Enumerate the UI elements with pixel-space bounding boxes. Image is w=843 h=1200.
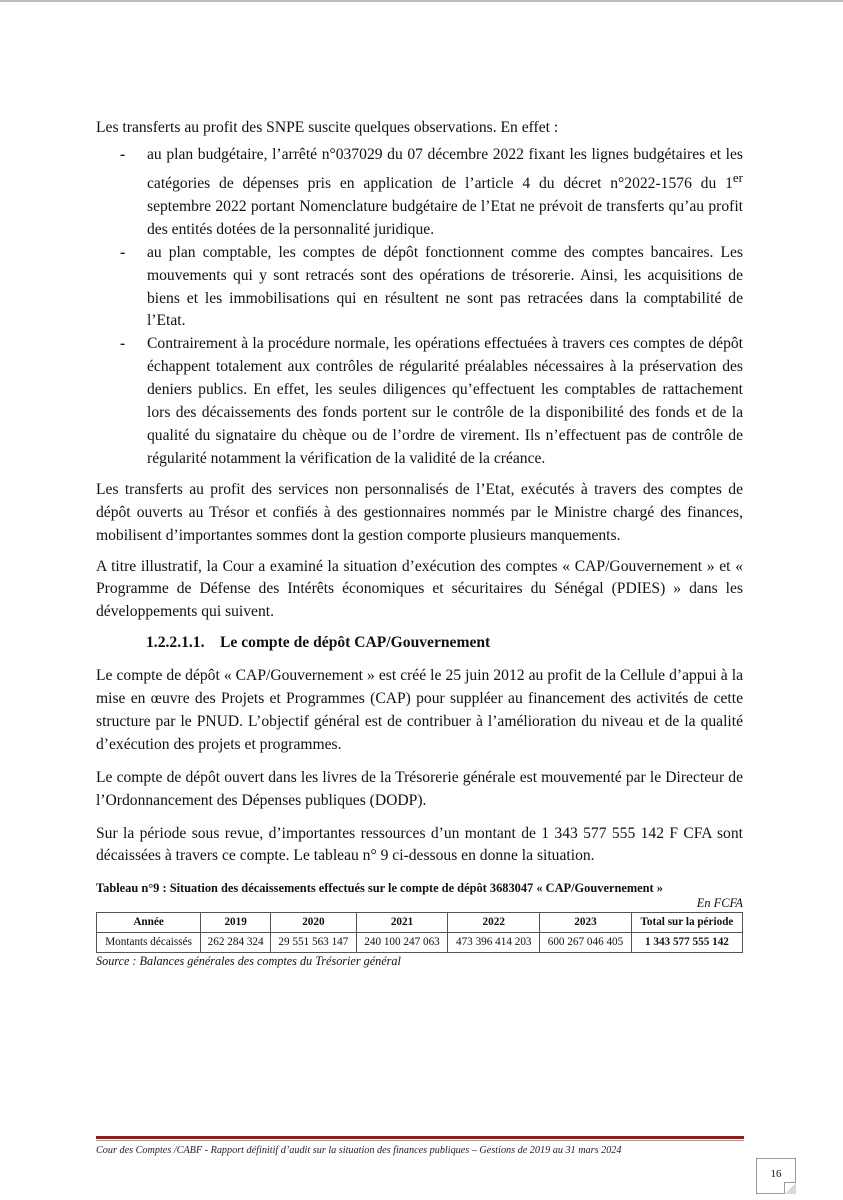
section-number: 1.2.2.1.1.	[146, 634, 205, 652]
bullet-accounting-text: au plan comptable, les comptes de dépôt fonctionnent comme des comptes bancaires. Les mouvements qui y sont retracés sont des opérations de trésorerie. Ainsi, les acquisitions de biens et les immobilisations qui en résultent ne sont pas retracées dans la comptabilité de l’Etat.	[147, 243, 743, 330]
illustration-paragraph: A titre illustratif, la Cour a examiné la situation d’exécution des comptes « CAP/Gouvernement » et « Programme de Défense des Intérêts économiques et sécuritaires du Sénégal (PDIES) » dans les développements qui suivent.	[96, 557, 743, 621]
header-cell-2021: 2021	[356, 913, 448, 933]
table-source: Source : Balances générales des comptes du Trésorier général	[96, 954, 401, 969]
footer-rule-thin	[96, 1140, 744, 1141]
bullet-budget-text: au plan budgétaire, l’arrêté n°037029 du 07 décembre 2022 fixant les lignes budgétaires et les catégories de dépenses pris en application de l’article 4 du décret n°2022-1576 du 1	[147, 145, 743, 192]
header-cell-year: Année	[97, 913, 201, 933]
value-cell-2021: 240 100 247 063	[356, 933, 448, 953]
observations-list	[96, 144, 743, 471]
table-row	[97, 933, 743, 953]
value-cell-2022: 473 396 414 203	[448, 933, 540, 953]
amount-paragraph: Sur la période sous revue, d’importantes ressources d’un montant de 1 343 577 555 142 F CFA sont décaissées à travers ce compte. Le tableau n° 9 ci-dessous en donne la situation.	[96, 824, 743, 865]
table-caption: Tableau n°9 : Situation des décaissements effectués sur le compte de dépôt 3683047 « CAP/Gouvernement »	[96, 881, 663, 896]
page-curl-icon	[784, 1182, 796, 1194]
table-unit: En FCFA	[696, 896, 743, 911]
value-cell-total: 1 343 577 555 142	[631, 933, 742, 953]
dash-bullet: -	[120, 335, 126, 353]
header-cell-2019: 2019	[201, 913, 271, 933]
footer-text: Cour des Comptes /CABF - Rapport définitif d’audit sur la situation des finances publiques – Gestions de 2019 au 31 mars 2024	[96, 1145, 622, 1156]
disbursement-table	[96, 912, 743, 953]
value-cell-2023: 600 267 046 405	[540, 933, 632, 953]
top-border	[0, 0, 843, 2]
value-cell-2020: 29 551 563 147	[271, 933, 357, 953]
transfers-paragraph: Les transferts au profit des services non personnalisés de l’Etat, exécutés à travers des comptes de dépôt ouverts au Trésor et confiés à des gestionnaires nommés par le Ministre chargé des finances, mobilisent d’importantes sommes dont la gestion comporte plusieurs manquements.	[96, 480, 743, 544]
dodp-paragraph: Le compte de dépôt ouvert dans les livres de la Trésorerie générale est mouvementé par le Directeur de l’Ordonnancement des Dépenses publiques (DODP).	[96, 768, 743, 809]
bullet-budget-text-end: septembre 2022 portant Nomenclature budgétaire de l’Etat ne prévoit de transferts qu’au profit des entités dotées de la personnalité juridique.	[147, 197, 743, 238]
page-number: 16	[770, 1168, 782, 1180]
creation-paragraph: Le compte de dépôt « CAP/Gouvernement » est créé le 25 juin 2012 au profit de la Cellule d’appui à la mise en œuvre des Projets et Programmes (CAP) pour suppléer au financement des activités de cette structure par le PNUD. L’objectif général est de contribuer à l’amélioration du niveau et de la qualité d’exécution des projets et programmes.	[96, 667, 743, 753]
header-cell-total: Total sur la période	[631, 913, 742, 933]
intro-paragraph: Les transferts au profit des SNPE suscite quelques observations. En effet :	[96, 119, 559, 136]
page-number-box	[756, 1158, 796, 1194]
footer-rule	[96, 1136, 744, 1139]
list-item	[96, 333, 743, 470]
list-item	[96, 144, 743, 242]
dash-bullet: -	[120, 243, 126, 261]
table-header-row	[97, 913, 743, 933]
list-item	[96, 242, 743, 334]
value-cell-2019: 262 284 324	[201, 933, 271, 953]
header-cell-2020: 2020	[271, 913, 357, 933]
page-body	[96, 117, 743, 968]
dash-bullet: -	[120, 145, 126, 163]
header-cell-2023: 2023	[540, 913, 632, 933]
section-heading	[96, 632, 743, 655]
section-title: Le compte de dépôt CAP/Gouvernement	[220, 634, 491, 652]
bullet-procedure-text: Contrairement à la procédure normale, les opérations effectuées à travers ces comptes de dépôt échappent totalement aux contrôles de régularité préalables nécessaires à la préservation des deniers publics. En effet, les seules diligences qu’effectuent les comptables de rattachement lors des décaissements des fonds portent sur le contrôle de la disponibilité des fonds et de la qualité du signataire du chèque ou de l’ordre de virement. Ils n’effectuent pas de contrôle de régularité notamment la vérification de la validité de la créance.	[147, 335, 743, 467]
row-label-cell: Montants décaissés	[97, 933, 201, 953]
header-cell-2022: 2022	[448, 913, 540, 933]
ordinal-superscript: er	[732, 169, 743, 185]
